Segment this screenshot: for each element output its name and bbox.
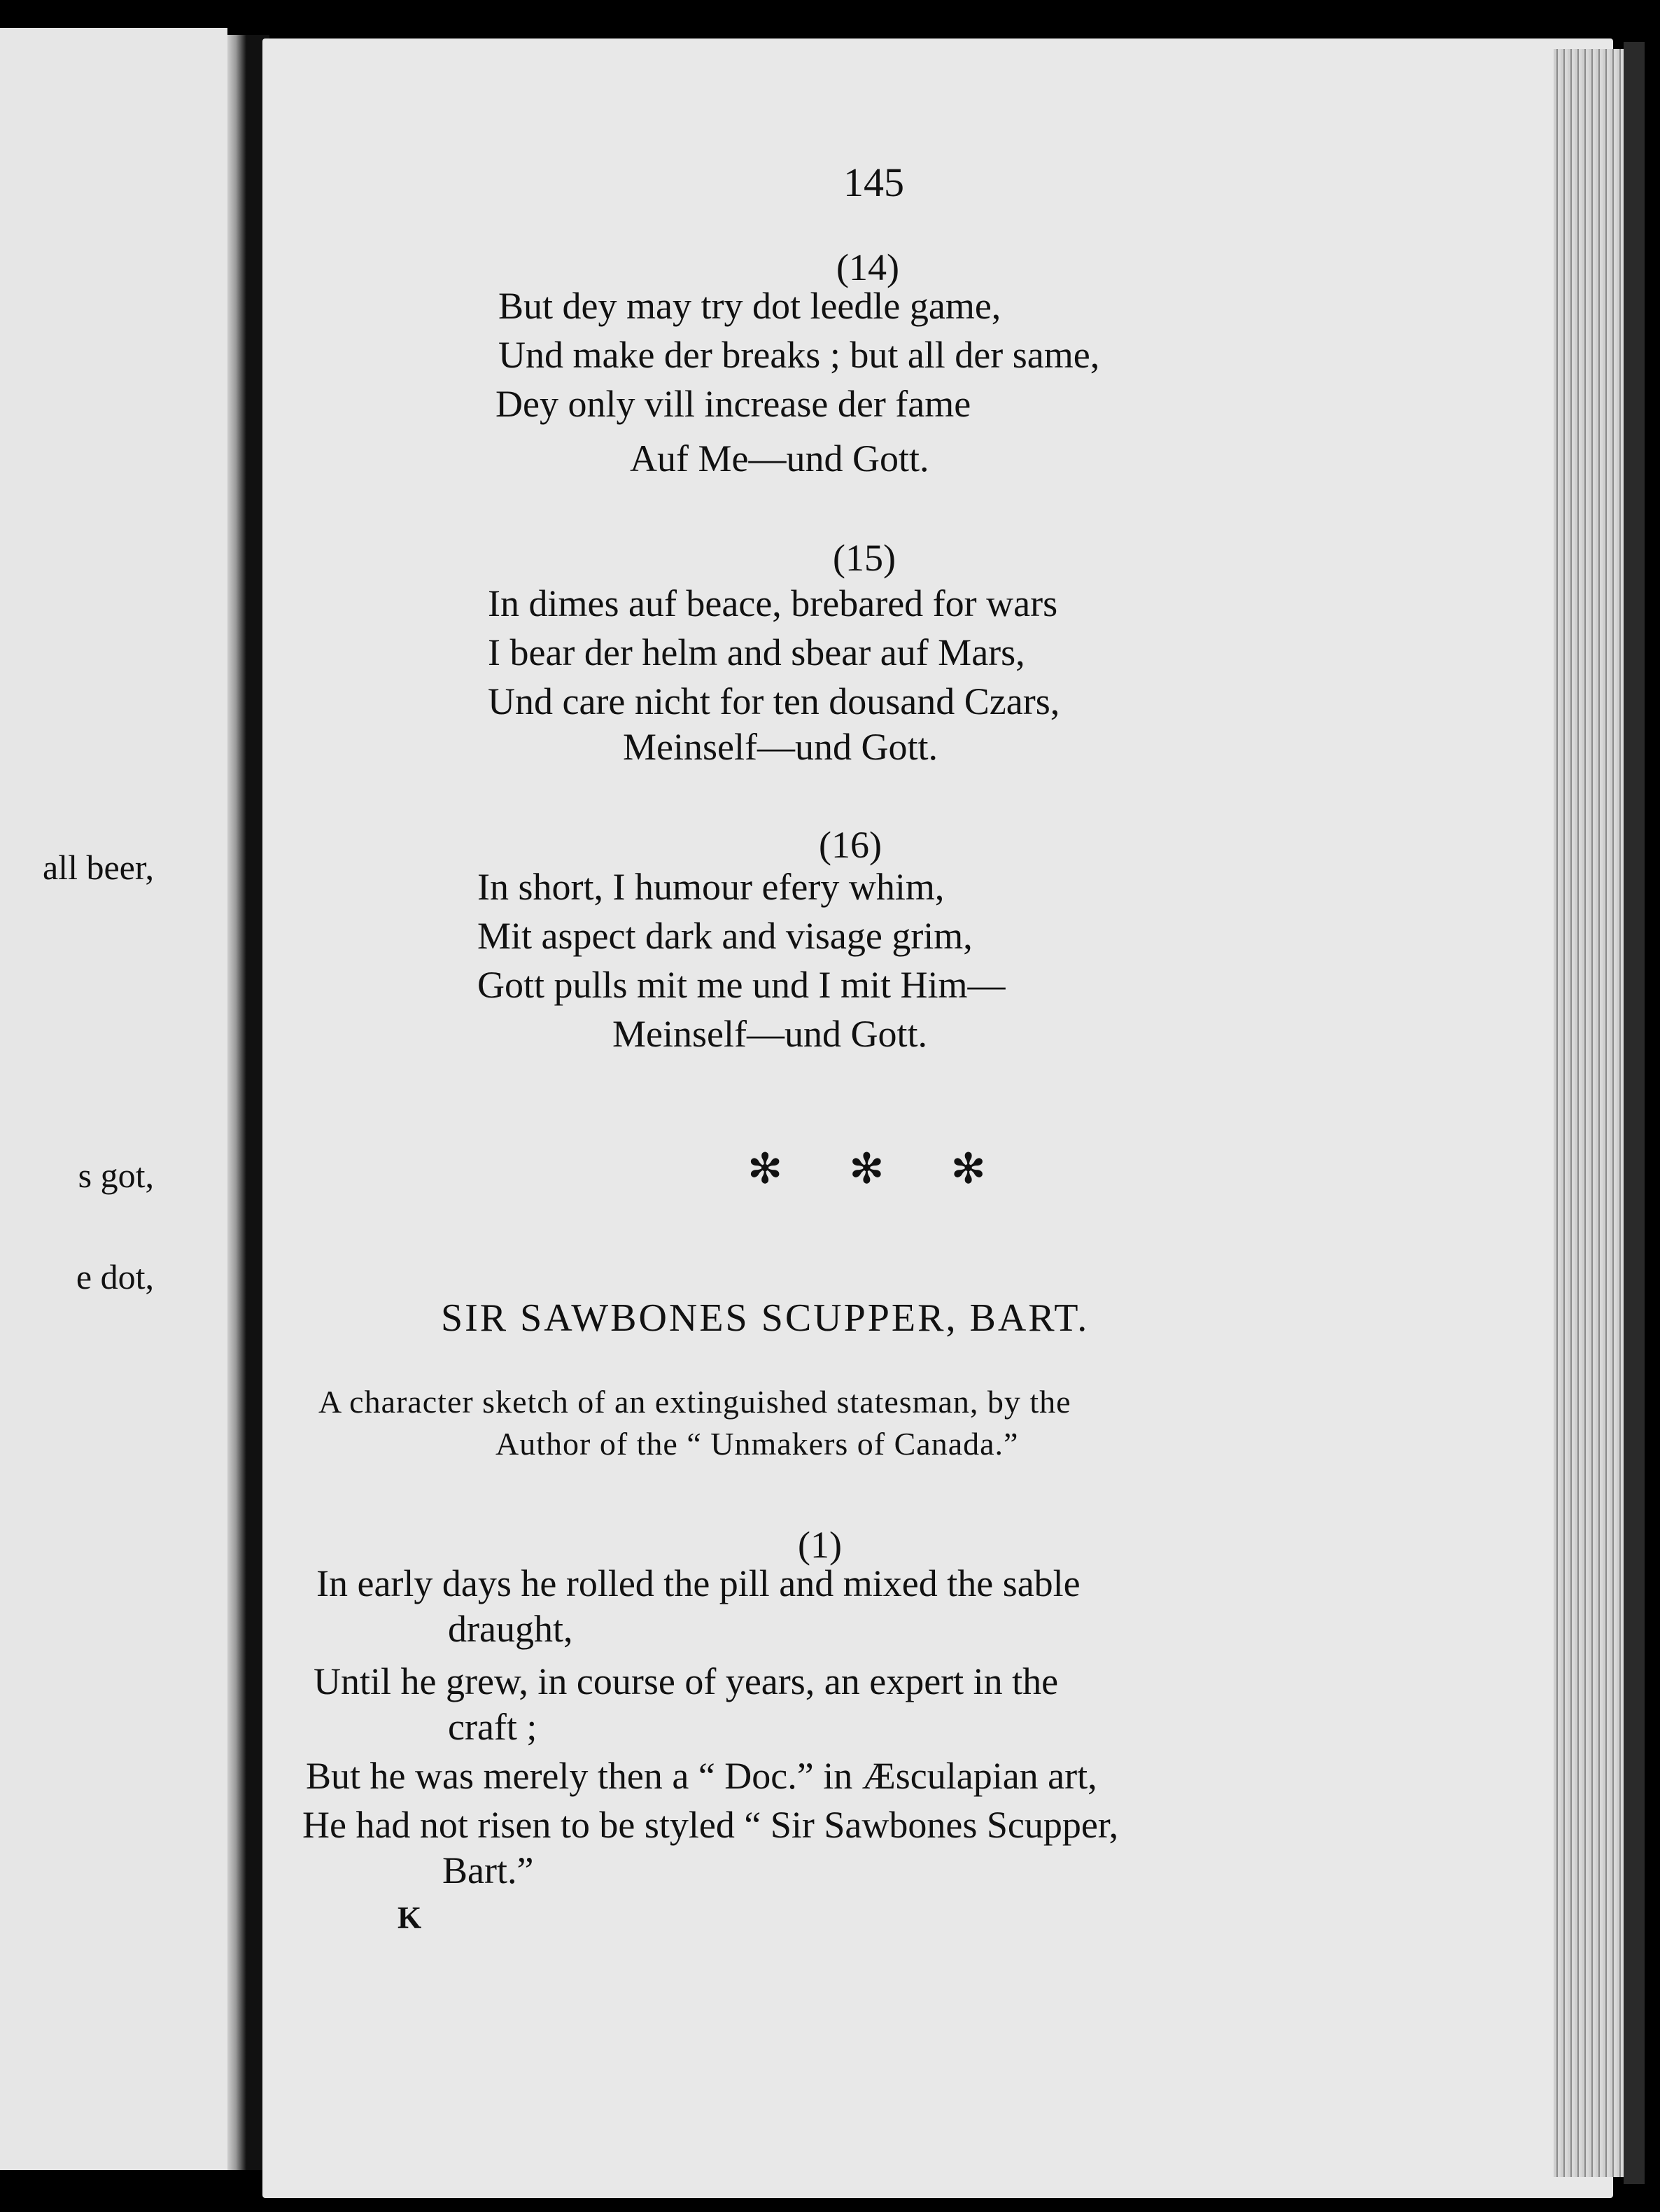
poem-refrain: Meinself—und Gott. bbox=[612, 1013, 927, 1055]
poem-line: In dimes auf beace, brebared for wars bbox=[488, 582, 1058, 624]
poem-line: draught, bbox=[448, 1608, 573, 1650]
poem-line: Mit aspect dark and visage grim, bbox=[477, 915, 973, 957]
left-page-line: all beer, bbox=[42, 848, 154, 887]
poem-line: Until he grew, in course of years, an expert in the bbox=[314, 1660, 1059, 1702]
poem-line: Bart.” bbox=[442, 1849, 534, 1891]
poem-title: SIR SAWBONES SCUPPER, BART. bbox=[441, 1296, 1090, 1340]
poem-subtitle: Author of the “ Unmakers of Canada.” bbox=[495, 1426, 1019, 1462]
stanza-number: (14) bbox=[836, 246, 899, 288]
left-page-line: s got, bbox=[78, 1156, 154, 1195]
poem-subtitle: A character sketch of an extinguished statesman, by the bbox=[318, 1384, 1071, 1420]
stanza-number: (16) bbox=[819, 824, 882, 866]
poem-line: craft ; bbox=[448, 1706, 537, 1748]
stanza-number: (1) bbox=[798, 1524, 842, 1566]
poem-line: Dey only vill increase der fame bbox=[495, 383, 971, 425]
page-number: 145 bbox=[843, 160, 904, 205]
poem-line: In short, I humour efery whim, bbox=[477, 866, 945, 908]
poem-line: Und make der breaks ; but all der same, bbox=[498, 334, 1100, 376]
poem-refrain: Auf Me—und Gott. bbox=[630, 438, 929, 479]
poem-line: But dey may try dot leedle game, bbox=[498, 285, 1001, 327]
signature-mark: K bbox=[398, 1900, 422, 1935]
section-separator: ✻ ✻ ✻ bbox=[747, 1146, 1014, 1192]
poem-refrain: Meinself—und Gott. bbox=[623, 726, 938, 768]
left-page-line: e dot, bbox=[76, 1257, 154, 1296]
stanza-number: (15) bbox=[833, 537, 896, 579]
poem-line: In early days he rolled the pill and mixed the sable bbox=[316, 1562, 1081, 1604]
page-edges bbox=[1554, 49, 1631, 2177]
poem-line: He had not risen to be styled “ Sir Sawbones Scupper, bbox=[302, 1804, 1119, 1846]
book-cover-edge bbox=[1624, 42, 1645, 2184]
poem-line: Gott pulls mit me und I mit Him— bbox=[477, 964, 1006, 1006]
poem-line: But he was merely then a “ Doc.” in Æsculapian art, bbox=[306, 1755, 1097, 1797]
left-page bbox=[0, 28, 227, 2170]
poem-line: Und care nicht for ten dousand Czars, bbox=[488, 680, 1060, 722]
poem-line: I bear der helm and sbear auf Mars, bbox=[488, 631, 1025, 673]
